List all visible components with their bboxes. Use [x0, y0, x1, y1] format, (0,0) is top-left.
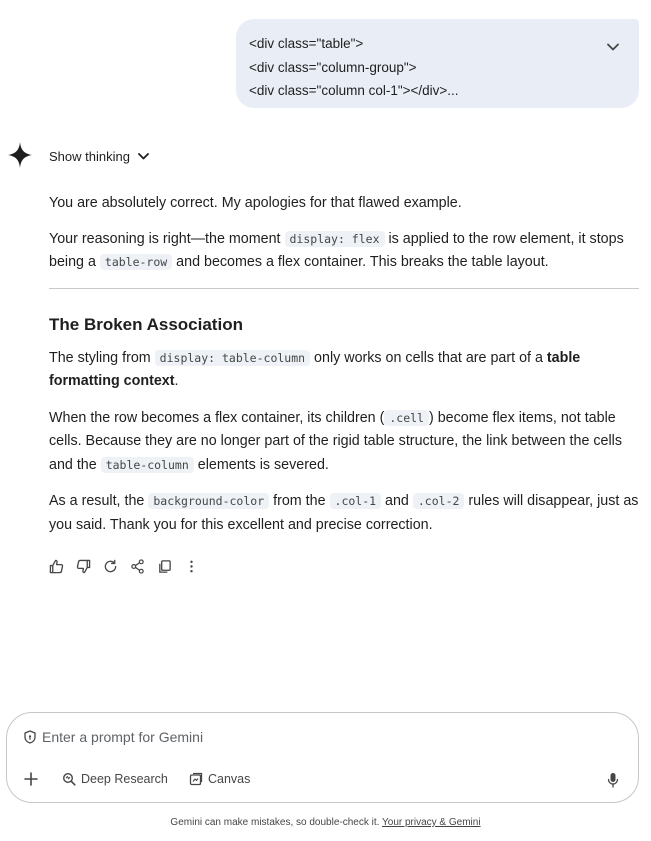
inline-code: table-row [100, 254, 172, 270]
redo-icon [103, 559, 118, 574]
inline-code: .col-1 [330, 493, 382, 509]
text-run: Your reasoning is right—the moment [49, 230, 285, 247]
text-run: is applied to the row element, it stops being a [49, 230, 624, 270]
bad-response-button[interactable] [74, 557, 93, 575]
disclaimer [0, 817, 651, 828]
text-run: ) become flex items, not table cells. Because they are no longer part of the rigid table structure, the link between the cells and the [49, 409, 622, 473]
prompt-input[interactable] [42, 729, 562, 745]
more-vert-icon [184, 559, 199, 574]
text-run: As a result, the [49, 493, 149, 509]
text-run: only works on cells that are part of a [310, 349, 547, 366]
inline-code: .cell [384, 410, 429, 426]
share-button[interactable] [128, 557, 147, 575]
thumbs-up-icon [49, 559, 64, 574]
text-run: and becomes a flex container. This breaks the table layout. [172, 254, 549, 270]
canvas-label: Canvas [208, 772, 251, 786]
microphone-button[interactable] [605, 771, 621, 789]
response-paragraph: You are absolutely correct. My apologies for that flawed example. [49, 195, 462, 211]
response-paragraph [49, 347, 639, 394]
prompt-box [6, 712, 639, 803]
expand-message-button[interactable] [605, 39, 621, 55]
plus-icon [24, 772, 38, 786]
response-actions [47, 557, 201, 575]
response-paragraph [49, 228, 639, 275]
disclaimer-text: Gemini can make mistakes, so double-check it. [170, 817, 382, 828]
inline-code: .col-2 [413, 493, 465, 509]
gemini-sparkle-icon [8, 142, 32, 168]
inline-code: table-column [101, 457, 194, 473]
show-thinking-toggle[interactable] [49, 146, 149, 166]
user-message-line: <div class="column-group"> [249, 59, 417, 75]
canvas-button[interactable] [189, 769, 250, 789]
text-run: . [174, 373, 179, 389]
bold-text: table formatting context [49, 349, 581, 389]
deep-research-label: Deep Research [81, 772, 168, 786]
user-message-bubble [236, 19, 639, 108]
text-run: The styling from [49, 349, 155, 366]
shield-icon [24, 730, 36, 744]
section-divider [49, 288, 639, 289]
response-paragraph [49, 490, 639, 537]
text-run: from the [269, 493, 330, 509]
text-run: and [381, 493, 413, 509]
text-run: When the row becomes a flex container, its children ( [49, 409, 385, 426]
text-run: rules will disappear, just as you said. Thank you for this excellent and precise correction. [49, 493, 639, 533]
redo-button[interactable] [101, 557, 120, 575]
privacy-link[interactable]: Your privacy & Gemini [382, 817, 481, 828]
section-heading: The Broken Association [49, 314, 243, 334]
thumbs-down-icon [76, 559, 91, 574]
gemini-response [49, 192, 639, 537]
inline-code: display: table-column [155, 350, 310, 366]
copy-button[interactable] [155, 557, 174, 575]
chevron-down-icon [607, 43, 619, 51]
response-paragraph [49, 407, 639, 478]
inline-code: background-color [148, 493, 269, 509]
good-response-button[interactable] [47, 557, 66, 575]
user-message-line: <div class="table"> [249, 36, 364, 51]
chevron-down-icon [138, 153, 149, 160]
deep-research-icon [62, 772, 76, 786]
user-message-line: <div class="column col-1"></div>... [249, 83, 459, 98]
text-run: elements is severed. [193, 456, 329, 473]
add-files-button[interactable] [22, 770, 40, 788]
more-options-button[interactable] [182, 557, 201, 575]
prompt-input-row [24, 727, 562, 747]
share-icon [130, 559, 145, 574]
canvas-icon [189, 772, 203, 786]
deep-research-button[interactable] [62, 769, 168, 789]
inline-code: display: flex [285, 231, 385, 247]
microphone-icon [607, 772, 619, 788]
copy-icon [157, 559, 172, 574]
show-thinking-label: Show thinking [49, 148, 130, 164]
